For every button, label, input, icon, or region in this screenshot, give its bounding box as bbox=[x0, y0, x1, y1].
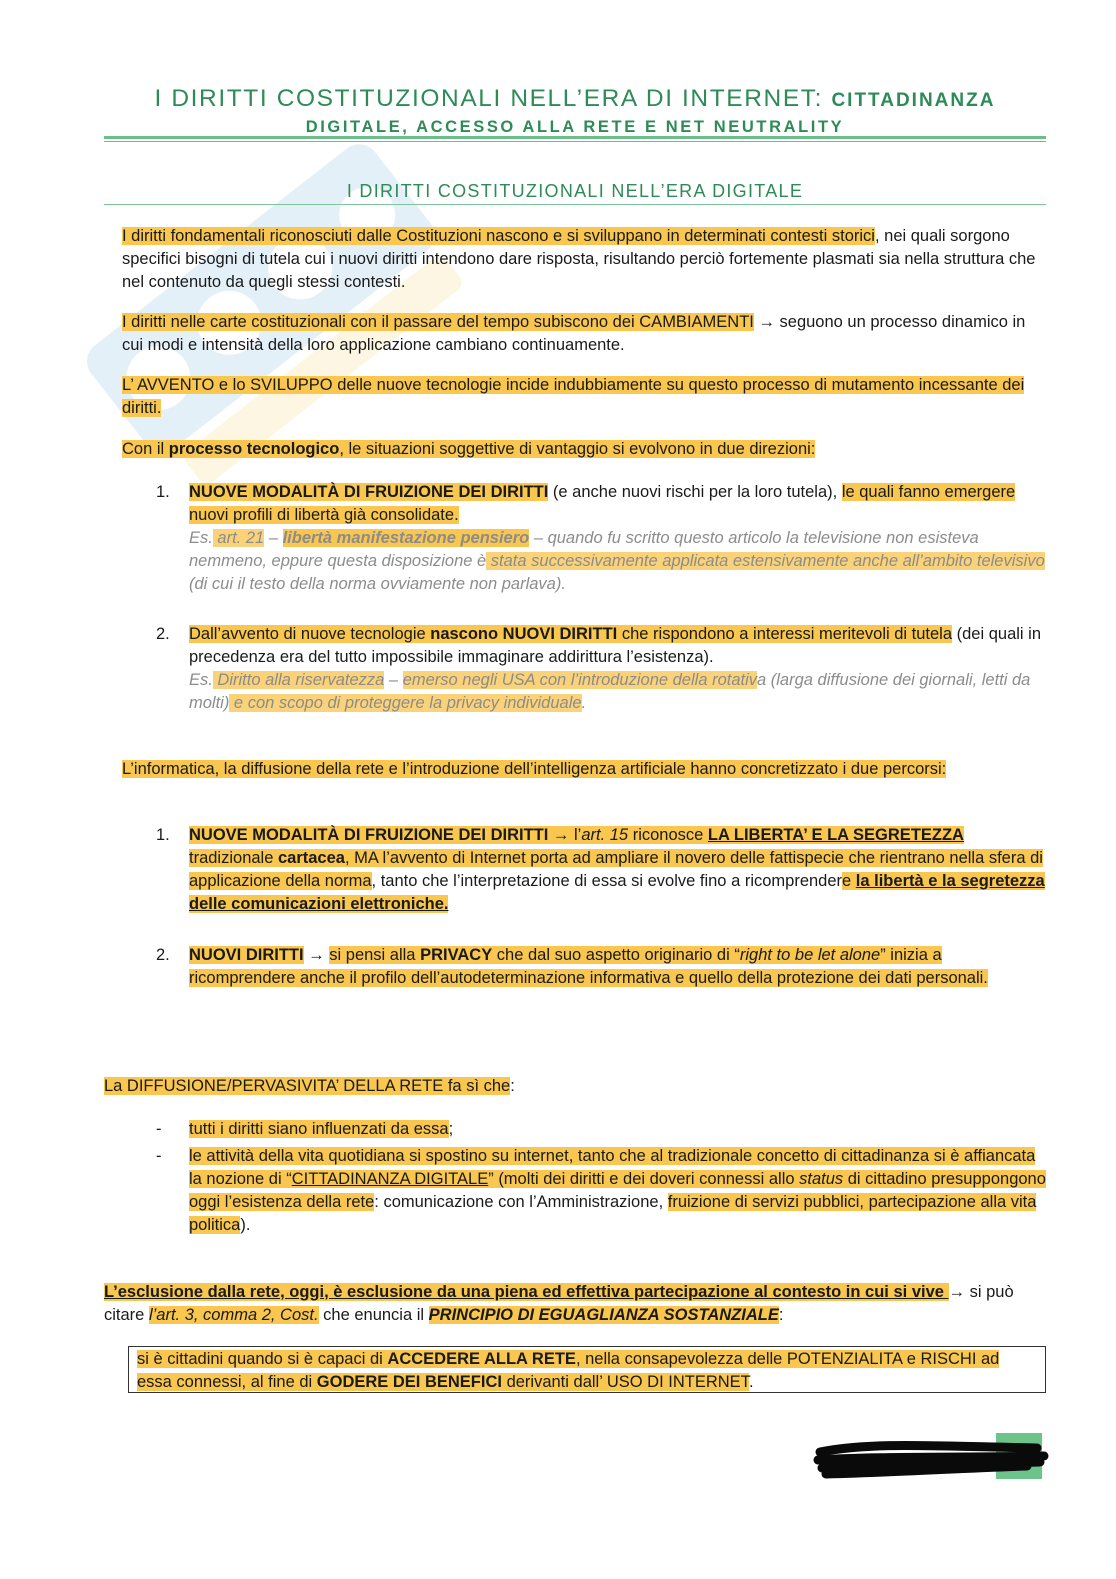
bullet-item bbox=[156, 1145, 1051, 1237]
paragraph-5 bbox=[122, 758, 992, 781]
example-text-end: . bbox=[581, 694, 587, 712]
redaction-scribble bbox=[812, 1436, 1052, 1482]
p2-text: → seguono un processo dinamico in cui modi e intensità della loro applicazione cambiano continuamente. bbox=[122, 313, 1026, 354]
item-bold: nascono NUOVI DIRITTI bbox=[430, 625, 618, 643]
list-item bbox=[156, 824, 1051, 916]
bullet-italic: status bbox=[799, 1170, 844, 1188]
item-text: che rispondono a interessi meritevoli di tutela bbox=[617, 625, 953, 643]
bullet-text: ” (molti dei diritti e dei doveri connessi allo bbox=[488, 1170, 800, 1188]
item-text: (e anche nuovi rischi per la loro tutela), bbox=[548, 483, 842, 501]
p6-highlight: La DIFFUSIONE/PERVASIVITA’ DELLA RETE fa sì che bbox=[104, 1077, 511, 1095]
item-text: , MA l’avvento di Internet porta ad ampliare il novero delle fattispecie che rientrano nella sfera di applicazione della norma bbox=[189, 849, 1043, 890]
item-bold: PRIVACY bbox=[420, 946, 493, 964]
example-text-end: (di cui il testo della norma ovviamente non parlava). bbox=[189, 575, 566, 593]
item-text: Dall’avvento di nuove tecnologie bbox=[189, 625, 431, 643]
example-dash: – bbox=[264, 529, 283, 547]
list-number: 1. bbox=[156, 483, 170, 501]
bullet-text-end: ). bbox=[240, 1216, 251, 1234]
item-text: e bbox=[842, 872, 856, 890]
example-highlight: emerso negli USA con l’introduzione della rotativ bbox=[402, 671, 758, 689]
title-bold: CITTADINANZA bbox=[831, 90, 996, 111]
item-highlight: le quali fanno emergere nuovi profili di libertà già consolidate. bbox=[189, 483, 1016, 524]
p5-highlight: L’informatica, la diffusione della rete e l’introduzione dell’intelligenza artificiale hanno concretizzato i due percorsi: bbox=[122, 760, 947, 778]
p1-highlight: I diritti fondamentali riconosciuti dalle Costituzioni nascono e si sviluppano in determinati contesti storici bbox=[122, 227, 875, 245]
box-text-end: . bbox=[748, 1373, 754, 1391]
item-text: tradizionale bbox=[189, 849, 278, 867]
p6-text: : bbox=[510, 1077, 515, 1095]
definition-box bbox=[128, 1346, 1046, 1393]
section-divider bbox=[104, 204, 1046, 205]
bullet-underline: CITTADINANZA DIGITALE bbox=[291, 1170, 489, 1188]
box-bold: ACCEDERE ALLA RETE bbox=[387, 1350, 576, 1368]
item-text: si pensi alla bbox=[329, 946, 421, 964]
bullet-dash: - bbox=[156, 1120, 162, 1138]
p1-text: , nei quali sorgono specifici bisogni di tutela cui i nuovi diritti intendono dare risposta, risultando perciò fortemente plasmati sia nella struttura che nel contenuto da quegli stessi contesti. bbox=[122, 227, 1036, 291]
item-arrow: → bbox=[303, 946, 330, 964]
item-italic: right to be let alone bbox=[739, 946, 881, 964]
example-note bbox=[189, 527, 1051, 596]
paragraph-6 bbox=[104, 1075, 1029, 1098]
p7-italic: l’art. 3, comma 2, Cost. bbox=[148, 1306, 319, 1324]
p2-highlight: I diritti nelle carte costituzionali con il passare del tempo subiscono dei CAMBIAMENTI bbox=[122, 313, 754, 331]
example-highlight-bold: libertà manifestazione pensiero bbox=[282, 529, 530, 547]
item-bold: cartacea bbox=[277, 849, 345, 867]
example-prefix: Es. bbox=[189, 529, 213, 547]
item-text: riconosce bbox=[628, 826, 708, 844]
example-prefix: Es. bbox=[189, 671, 213, 689]
bullet-dash: - bbox=[156, 1147, 162, 1165]
example-highlight: art. 21 bbox=[212, 529, 265, 547]
item-text: (dei quali in precedenza era del tutto impossibile immaginare addirittura l’esistenza). bbox=[189, 625, 1042, 666]
p7-highlight-bold: L’esclusione dalla rete, oggi, è esclusione da una piena ed effettiva partecipazione al contesto in cui si vive bbox=[104, 1283, 949, 1301]
bullet-item bbox=[156, 1118, 1051, 1141]
box-text: derivanti dall’ USO DI INTERNET bbox=[501, 1373, 749, 1391]
p7-text-end: : bbox=[778, 1306, 784, 1324]
bullet-text: di cittadino presuppongono oggi l’esistenza della rete bbox=[189, 1170, 1046, 1211]
item-bold-underline: LA LIBERTA’ E LA SEGRETEZZA bbox=[707, 826, 964, 844]
paragraph-7 bbox=[104, 1281, 1047, 1327]
item-text: inizia a ricomprendere anche il profilo dell’autodeterminazione informativa e quello della protezione dei dati personali. bbox=[189, 946, 988, 987]
bullet-text: : comunicazione con l’Amministrazione, bbox=[374, 1193, 668, 1211]
item-arrow: → l’ bbox=[548, 826, 582, 844]
item-text: ” bbox=[880, 946, 886, 964]
item-bold: NUOVE MODALITÀ DI FRUIZIONE DEI DIRITTI bbox=[189, 483, 549, 501]
list-number: 2. bbox=[156, 946, 170, 964]
list-item bbox=[156, 481, 1051, 596]
paragraph-4 bbox=[122, 438, 1047, 461]
document-title bbox=[104, 84, 1046, 138]
paragraph-2 bbox=[122, 311, 1047, 357]
item-italic: art. 15 bbox=[581, 826, 629, 844]
title-line-2: DIGITALE, ACCESSO ALLA RETE E NET NEUTRALITY bbox=[305, 118, 845, 136]
example-dash: – bbox=[384, 671, 403, 689]
paragraph-3 bbox=[122, 374, 1027, 420]
bullet-highlight: tutti i diritti siano influenzati da essa bbox=[189, 1120, 449, 1138]
item-bold: NUOVE MODALITÀ DI FRUIZIONE DEI DIRITTI bbox=[189, 826, 549, 844]
example-text: a (larga diffusione dei giornali, letti da molti) bbox=[189, 671, 1031, 712]
item-text: , tanto che l’interpretazione di essa si evolve fino a ricomprender bbox=[371, 872, 843, 890]
box-text: si è cittadini quando si è capaci di bbox=[137, 1350, 388, 1368]
p7-text: che enuncia il bbox=[318, 1306, 429, 1324]
example-text: – quando fu scritto questo articolo la televisione non esisteva nemmeno, eppure questa disposizione è bbox=[189, 529, 979, 570]
example-highlight: e con scopo di proteggere la privacy individuale bbox=[229, 694, 582, 712]
title-line-1 bbox=[104, 84, 1046, 116]
item-bold-underline: la libertà e la segretezza delle comunicazioni elettroniche. bbox=[189, 872, 1045, 913]
p3-highlight: L’ AVVENTO e lo SVILUPPO delle nuove tecnologie incide indubbiamente su questo processo di mutamento incessante dei diritti. bbox=[122, 376, 1025, 417]
list-number: 2. bbox=[156, 625, 170, 643]
example-note bbox=[189, 669, 1051, 715]
p4-bold: processo tecnologico bbox=[168, 440, 340, 458]
example-highlight: Diritto alla riservatezza bbox=[212, 671, 385, 689]
example-highlight: stata successivamente applicata estensivamente anche all’ambito televisivo bbox=[486, 552, 1045, 570]
item-bold: NUOVI DIRITTI bbox=[189, 946, 304, 964]
p7-text: → si può citare bbox=[104, 1283, 1014, 1324]
list-item bbox=[156, 944, 1051, 990]
box-text: , nella consapevolezza delle POTENZIALITA e RISCHI ad essa connessi, al fine di bbox=[137, 1350, 1000, 1391]
item-text: che dal suo aspetto originario di “ bbox=[492, 946, 740, 964]
p4-post: , le situazioni soggettive di vantaggio si evolvono in due direzioni: bbox=[339, 440, 816, 458]
box-bold: GODERE DEI BENEFICI bbox=[316, 1373, 502, 1391]
p7-bold-italic: PRINCIPIO DI EGUAGLIANZA SOSTANZIALE bbox=[428, 1306, 779, 1324]
bullet-highlight: fruizione di servizi pubblici, partecipazione alla vita politica bbox=[189, 1193, 1037, 1234]
p4-pre: Con il bbox=[122, 440, 169, 458]
bullet-text: le attività della vita quotidiana si spostino su internet, tanto che al tradizionale concetto di cittadinanza si è affiancata la nozione di “ bbox=[189, 1147, 1036, 1188]
title-divider-thin bbox=[104, 141, 1046, 142]
section-heading: I DIRITTI COSTITUZIONALI NELL’ERA DIGITALE bbox=[346, 181, 804, 201]
title-divider bbox=[104, 136, 1046, 139]
paragraph-1 bbox=[122, 225, 1047, 294]
list-number: 1. bbox=[156, 826, 170, 844]
page-number: 1 bbox=[996, 1433, 1042, 1479]
list-item bbox=[156, 623, 1051, 715]
title-regular: I DIRITTI COSTITUZIONALI NELL’ERA DI INTERNET: bbox=[154, 85, 832, 112]
bullet-text: ; bbox=[448, 1120, 454, 1138]
